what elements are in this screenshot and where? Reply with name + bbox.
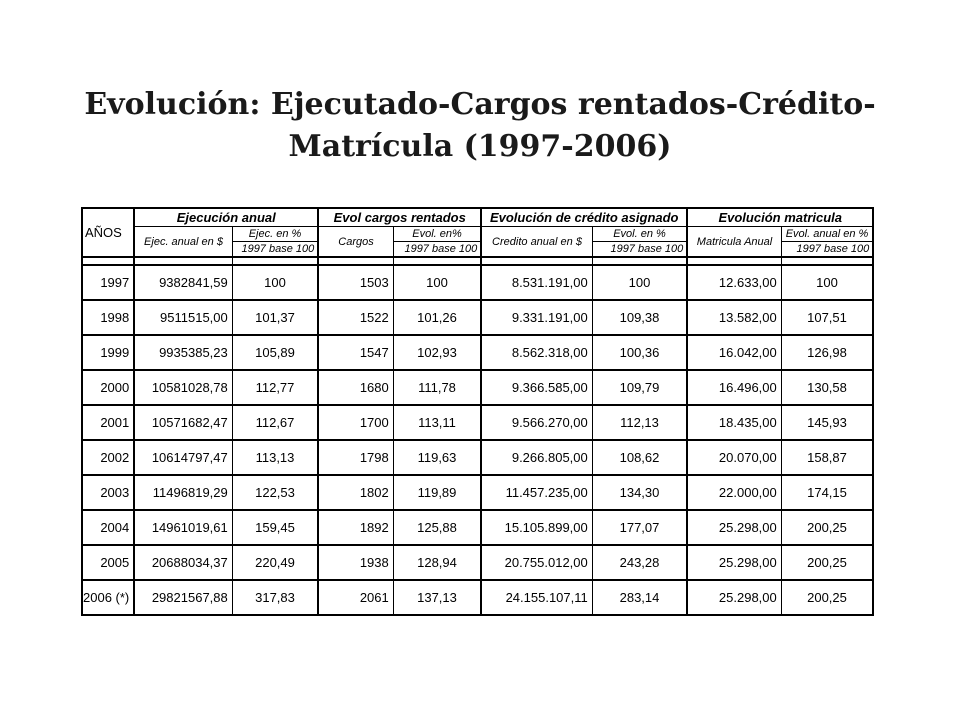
cell-ejec-anual: 20688034,37 [134,545,232,580]
header-sub-row-1 [82,227,873,242]
table-row [82,335,873,370]
cell-cargos-pct: 102,93 [393,335,481,370]
cell-credito: 9.366.585,00 [481,370,592,405]
cell-matricula: 22.000,00 [687,475,781,510]
cell-year: 2000 [82,370,134,405]
cell-year: 2004 [82,510,134,545]
cell-credito-pct: 100,36 [592,335,687,370]
cell-ejec-pct: 105,89 [232,335,318,370]
cell-ejec-pct: 100 [232,265,318,300]
cell-ejec-pct: 112,67 [232,405,318,440]
cell-cargos: 1503 [318,265,393,300]
cell-year: 2003 [82,475,134,510]
cell-matricula-pct: 107,51 [781,300,873,335]
cell-ejec-anual: 10571682,47 [134,405,232,440]
cell-ejec-anual: 14961019,61 [134,510,232,545]
cell-matricula-pct: 174,15 [781,475,873,510]
cell-ejec-anual: 10581028,78 [134,370,232,405]
cell-ejec-pct: 317,83 [232,580,318,615]
cell-cargos-pct: 137,13 [393,580,481,615]
cell-cargos-pct: 119,89 [393,475,481,510]
cell-ejec-anual: 11496819,29 [134,475,232,510]
header-credito-pct-top: Evol. en % [592,227,687,242]
cell-matricula: 16.042,00 [687,335,781,370]
cell-cargos: 1802 [318,475,393,510]
cell-year: 1997 [82,265,134,300]
spacer-cell [781,257,873,265]
cell-credito-pct: 100 [592,265,687,300]
cell-cargos: 1700 [318,405,393,440]
group-evol-matricula: Evolución matricula [687,208,873,227]
table-row [82,545,873,580]
cell-ejec-pct: 220,49 [232,545,318,580]
cell-cargos-pct: 119,63 [393,440,481,475]
cell-credito: 20.755.012,00 [481,545,592,580]
cell-ejec-anual: 9382841,59 [134,265,232,300]
cell-credito-pct: 109,79 [592,370,687,405]
cell-cargos-pct: 128,94 [393,545,481,580]
years-header: AÑOS [82,208,134,257]
cell-credito-pct: 283,14 [592,580,687,615]
cell-credito: 8.562.318,00 [481,335,592,370]
cell-cargos: 2061 [318,580,393,615]
table-row [82,300,873,335]
spacer-cell [318,257,393,265]
cell-matricula-pct: 200,25 [781,510,873,545]
cell-matricula: 20.070,00 [687,440,781,475]
cell-year: 1998 [82,300,134,335]
header-matricula-pct-bottom: 1997 base 100 [781,242,873,258]
spacer-cell [393,257,481,265]
cell-credito-pct: 134,30 [592,475,687,510]
cell-year: 2006 (*) [82,580,134,615]
cell-ejec-anual: 29821567,88 [134,580,232,615]
table-row [82,265,873,300]
cell-matricula-pct: 158,87 [781,440,873,475]
cell-matricula-pct: 200,25 [781,545,873,580]
group-evol-credito: Evolución de crédito asignado [481,208,687,227]
header-group-row [82,208,873,227]
spacer-cell [134,257,232,265]
cell-credito-pct: 243,28 [592,545,687,580]
cell-matricula: 16.496,00 [687,370,781,405]
spacer-cell [232,257,318,265]
cell-ejec-pct: 101,37 [232,300,318,335]
header-cargos-pct-bottom: 1997 base 100 [393,242,481,258]
cell-ejec-pct: 122,53 [232,475,318,510]
cell-cargos: 1798 [318,440,393,475]
header-matricula: Matricula Anual [687,227,781,258]
cell-cargos: 1680 [318,370,393,405]
header-credito-pct-bottom: 1997 base 100 [592,242,687,258]
title-line-1: Evolución: Ejecutado-Cargos rentados-Crédito- [84,87,876,122]
cell-credito: 24.155.107,11 [481,580,592,615]
cell-ejec-pct: 113,13 [232,440,318,475]
header-ejec-pct-top: Ejec. en % [232,227,318,242]
header-ejec-pct-bottom: 1997 base 100 [232,242,318,258]
cell-matricula: 13.582,00 [687,300,781,335]
cell-matricula-pct: 200,25 [781,580,873,615]
spacer-cell [481,257,592,265]
evolution-table [81,207,874,616]
cell-ejec-anual: 9511515,00 [134,300,232,335]
table-row [82,475,873,510]
cell-ejec-anual: 10614797,47 [134,440,232,475]
cell-year: 2001 [82,405,134,440]
page-title [0,84,960,168]
cell-credito-pct: 108,62 [592,440,687,475]
cell-credito: 9.266.805,00 [481,440,592,475]
cell-year: 2002 [82,440,134,475]
cell-year: 2005 [82,545,134,580]
cell-credito-pct: 177,07 [592,510,687,545]
cell-cargos-pct: 100 [393,265,481,300]
data-rows [82,265,873,615]
cell-ejec-pct: 159,45 [232,510,318,545]
cell-credito: 9.331.191,00 [481,300,592,335]
spacer-cell [82,257,134,265]
group-evol-cargos: Evol cargos rentados [318,208,481,227]
cell-cargos-pct: 111,78 [393,370,481,405]
group-ejecucion-anual: Ejecución anual [134,208,318,227]
cell-credito: 9.566.270,00 [481,405,592,440]
cell-matricula: 12.633,00 [687,265,781,300]
header-ejec-anual: Ejec. anual en $ [134,227,232,258]
table-row [82,580,873,615]
title-line-2: Matrícula (1997-2006) [288,129,672,164]
cell-cargos: 1938 [318,545,393,580]
cell-matricula-pct: 100 [781,265,873,300]
cell-cargos: 1892 [318,510,393,545]
table-row [82,510,873,545]
cell-matricula-pct: 145,93 [781,405,873,440]
table-row [82,440,873,475]
cell-cargos-pct: 113,11 [393,405,481,440]
spacer-cell [592,257,687,265]
cell-matricula-pct: 130,58 [781,370,873,405]
table-row [82,405,873,440]
header-cargos-pct-top: Evol. en% [393,227,481,242]
cell-cargos-pct: 125,88 [393,510,481,545]
cell-ejec-anual: 9935385,23 [134,335,232,370]
cell-cargos-pct: 101,26 [393,300,481,335]
cell-credito-pct: 109,38 [592,300,687,335]
table-row [82,370,873,405]
cell-matricula: 18.435,00 [687,405,781,440]
header-credito: Credito anual en $ [481,227,592,258]
cell-ejec-pct: 112,77 [232,370,318,405]
cell-cargos: 1547 [318,335,393,370]
header-spacer-row [82,257,873,265]
cell-year: 1999 [82,335,134,370]
cell-matricula: 25.298,00 [687,580,781,615]
cell-matricula: 25.298,00 [687,545,781,580]
spacer-cell [687,257,781,265]
cell-credito: 8.531.191,00 [481,265,592,300]
header-cargos: Cargos [318,227,393,258]
cell-matricula: 25.298,00 [687,510,781,545]
cell-cargos: 1522 [318,300,393,335]
header-matricula-pct-top: Evol. anual en % [781,227,873,242]
cell-credito: 15.105.899,00 [481,510,592,545]
cell-matricula-pct: 126,98 [781,335,873,370]
cell-credito-pct: 112,13 [592,405,687,440]
cell-credito: 11.457.235,00 [481,475,592,510]
